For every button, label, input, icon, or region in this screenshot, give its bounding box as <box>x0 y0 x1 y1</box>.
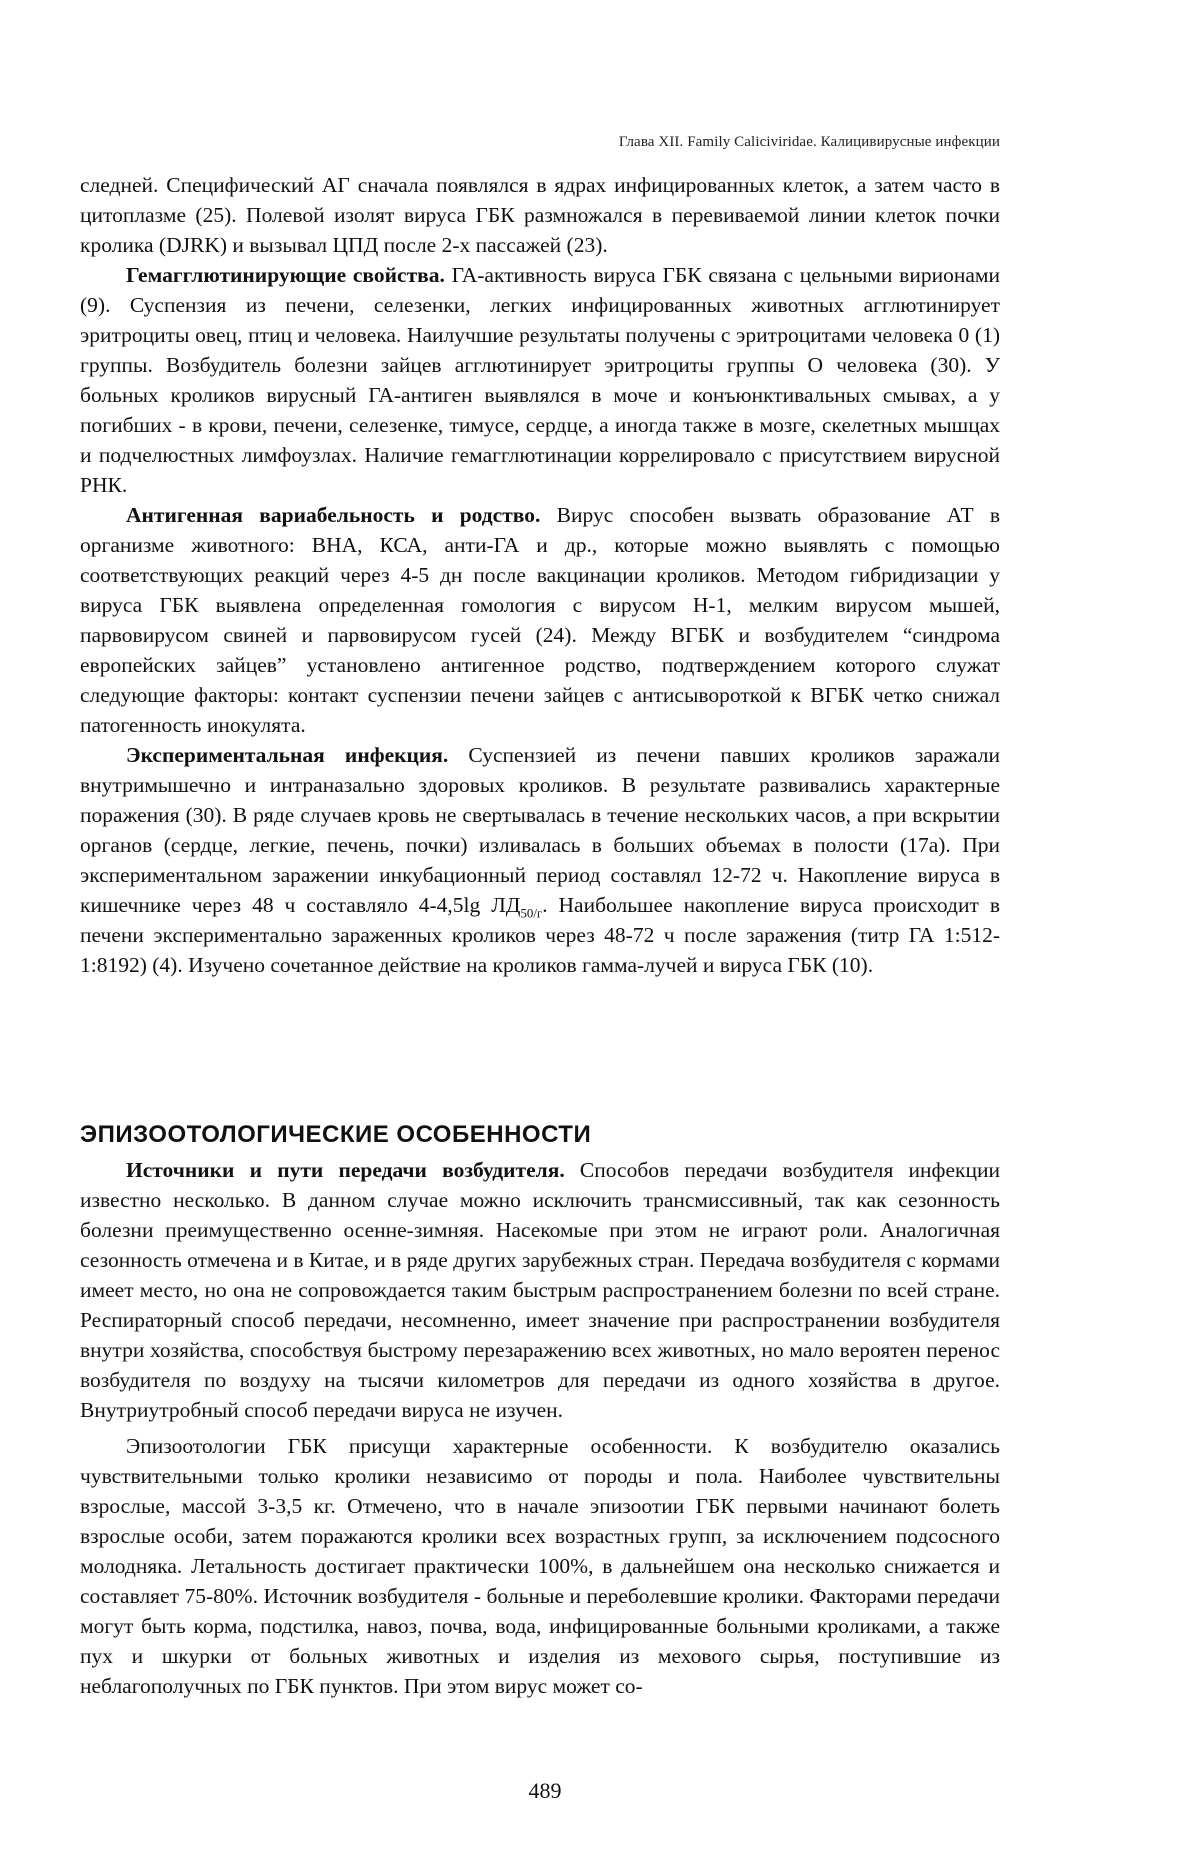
paragraph-transmission <box>80 1155 1000 1425</box>
paragraph-text: Способов передачи возбудителя инфекции известно несколько. В данном случае можно исключить трансмиссивный, так как сезонность болезни преимущественно осенне-зимняя. Насекомые при этом не играют роли. Аналогичная сезонность отмечена и в Китае, и в ряде других зарубежных стран. Передача возбудителя с кормами имеет место, но она не сопровождается таким быстрым распространением болезни по всей стране. Респираторный способ передачи, несомненно, имеет значение при распространении возбудителя внутри хозяйства, способствуя быстрому перезаражению всех животных, но мало вероятен перенос возбудителя по воздуху на тысячи километров для передачи из одного хозяйства в другое. Внутриутробный способ передачи вируса не изучен. <box>80 1158 1000 1422</box>
body-text-top <box>80 170 1000 980</box>
body-text-bottom <box>80 1155 1000 1701</box>
paragraph-continuation <box>80 170 1000 260</box>
paragraph-experimental-infection <box>80 740 1000 980</box>
runin-heading: Гемагглютинирующие свойства. <box>126 263 445 287</box>
paragraph-hemagglutination <box>80 260 1000 500</box>
paragraph-text: Вирус способен вызвать образование АТ в организме животного: ВНА, КСА, анти-ГА и др., которые можно выявлять с помощью соответствующих реакций через 4-5 дн после вакцинации кроликов. Методом гибридизации у вируса ГБК выявлена определенная гомология с вирусом Н-1, мелким вирусом мышей, парвовирусом свиней и парвовирусом гусей (24). Между ВГБК и возбудителем “синдрома европейских зайцев” установлено антигенное родство, подтверждением которого служат следующие факторы: контакт суспензии печени зайцев с антисывороткой к ВГБК четко снижал патогенность инокулята. <box>80 503 1000 737</box>
runin-heading: Антигенная вариабельность и родство. <box>126 503 541 527</box>
paragraph-antigenic-variability <box>80 500 1000 740</box>
paragraph-text: следней. Специфический АГ сначала появлялся в ядрах инфицированных клеток, а затем часто в цитоплазме (25). Полевой изолят вируса ГБК размножался в перевиваемой линии клеток почки кролика (DJRK) и вызывал ЦПД после 2-х пассажей (23). <box>80 173 1000 257</box>
paragraph-text: Суспензией из печени павших кроликов заражали внутримышечно и интраназально здоровых кроликов. В результате развивались характерные поражения (30). В ряде случаев кровь не свертывалась в течение нескольких часов, а при вскрытии органов (сердце, легкие, печень, почки) изливалась в больших объемах в полости (17а). При экспериментальном заражении инкубационный период составлял 12-72 ч. Накопление вируса в кишечнике через 48 ч составляло 4-4,5lg ЛД <box>80 743 1000 917</box>
running-header: Глава XII. Family Caliciviridae. Калицивирусные инфекции <box>618 134 1000 150</box>
paragraph-text: . Наибольшее накопление вируса происходит в печени экспериментально зараженных кроликов через 48-72 ч после заражения (титр ГА 1:512-1:8192) (4). Изучено сочетанное действие на кроликов гамма-лучей и вируса ГБК (10). <box>80 893 1000 977</box>
subscript: 50/г <box>520 906 543 921</box>
paragraph-epizootology <box>80 1431 1000 1701</box>
runin-heading: Источники и пути передачи возбудителя. <box>126 1158 565 1182</box>
paragraph-text: Эпизоотологии ГБК присущи характерные особенности. К возбудителю оказались чувствительными только кролики независимо от породы и пола. Наиболее чувствительны взрослые, массой 3-3,5 кг. Отмечено, что в начале эпизоотии ГБК первыми начинают болеть взрослые особи, затем поражаются кролики всех возрастных групп, за исключением подсосного молодняка. Летальность достигает практически 100%, в дальнейшем она несколько снижается и составляет 75-80%. Источник возбудителя - больные и переболевшие кролики. Факторами передачи могут быть корма, подстилка, навоз, почва, вода, инфицированные больными кроликами, а также пух и шкурки от больных животных и изделия из мехового сырья, поступившие из неблагополучных по ГБК пунктов. При этом вирус может со- <box>80 1434 1000 1698</box>
page-number: 489 <box>528 1778 562 1803</box>
section-title: ЭПИЗООТОЛОГИЧЕСКИЕ ОСОБЕННОСТИ <box>80 1121 592 1148</box>
paragraph-text: ГА-активность вируса ГБК связана с цельными вирионами (9). Суспензия из печени, селезенки, легких инфицированных животных агглютинирует эритроциты овец, птиц и человека. Наилучшие результаты получены с эритроцитами человека 0 (1) группы. Возбудитель болезни зайцев агглютинирует эритроциты группы О человека (30). У больных кроликов вирусный ГА-антиген выявлялся в моче и конъюнктивальных смывах, а у погибших - в крови, печени, селезенке, тимусе, сердце, а иногда также в мозге, скелетных мышцах и подчелюстных лимфоузлах. Наличие гемагглютинации коррелировало с присутствием вирусной РНК. <box>80 263 1000 497</box>
runin-heading: Экспериментальная инфекция. <box>126 743 449 767</box>
